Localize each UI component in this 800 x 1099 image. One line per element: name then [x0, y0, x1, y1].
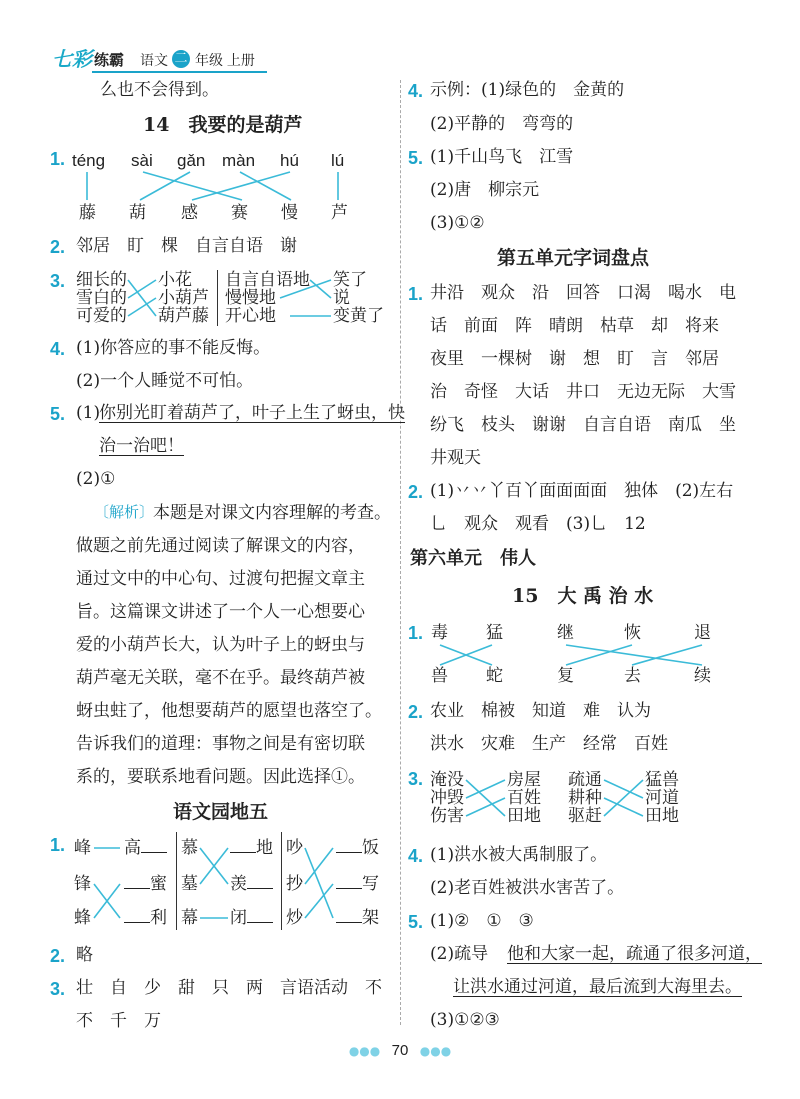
l3-col-c: 驱赶: [568, 806, 602, 826]
u1-line: 治 奇怪 大话 井口 无边无际 大雪: [430, 382, 736, 402]
q3-right-b: 说: [333, 288, 350, 308]
q3-right-a: 自言自语地: [225, 270, 310, 290]
l1-top: 继: [557, 623, 574, 643]
match-line: [143, 172, 242, 200]
g1-c1-left: 蜂: [74, 908, 91, 928]
g1-c3-left: 炒: [286, 908, 303, 928]
brand-name: 练霸: [94, 52, 125, 69]
q3-left-a: 细长的: [76, 270, 127, 290]
q3-number: 3.: [50, 271, 66, 291]
u2-answer-b: 乚 观众 观看 (3)乚 12: [430, 514, 646, 534]
analysis-line: 做题之前先通过阅读了解课文的内容，: [76, 536, 365, 556]
q3-right-a: 开心地: [225, 306, 276, 326]
match-line: [305, 884, 333, 918]
u2-number: 2.: [408, 482, 424, 502]
grade-label: 年级 上册: [195, 52, 255, 68]
match-line: [192, 172, 290, 200]
hanzi-item: 赛: [231, 203, 248, 223]
r-q5-answer-3: (3)①②: [430, 213, 485, 233]
match-line: [305, 848, 333, 884]
g1-c3-left: 吵: [286, 838, 303, 858]
g1-c1-right-text: 利: [150, 908, 167, 928]
prev-answer-line: 么也不会得到。: [100, 80, 219, 100]
q5-answer-1a: 你别光盯着葫芦了，叶子上生了蚜虫，快: [99, 403, 405, 423]
l4-number: 4.: [408, 846, 424, 866]
l1-bot: 蛇: [486, 666, 503, 686]
match-line: [128, 280, 156, 298]
l2-answer-a: 农业 棉被 知道 难 认为: [430, 701, 651, 721]
q3-right-b: 笑了: [333, 270, 367, 290]
l3-col-d: 田地: [645, 806, 679, 826]
l3-col-b: 房屋: [507, 770, 541, 790]
l1-top: 猛: [486, 623, 503, 643]
g1-c3-right-text: 写: [362, 874, 379, 894]
g1-c2-left: 慕: [181, 838, 198, 858]
u1-number: 1.: [408, 284, 424, 304]
u1-line: 井沿 观众 沿 回答 口渴 喝水 电: [430, 283, 736, 303]
q3-left-b: 葫芦藤: [158, 306, 209, 326]
l3-col-d: 猛兽: [645, 770, 679, 790]
r-q5-answer-1: (1)千山鸟飞 江雪: [430, 147, 574, 167]
subject-label: 语文: [140, 52, 168, 68]
g1-c1-left: 锋: [74, 874, 91, 894]
footer-dots-left: ●●●: [348, 1044, 381, 1058]
g1-number: 1.: [50, 835, 66, 855]
l1-bot: 复: [557, 666, 574, 686]
l3-col-a: 冲毁: [430, 788, 464, 808]
brand-logo: 七彩: [52, 49, 92, 71]
pinyin-item: sài: [131, 151, 153, 170]
g1-c3-right-text: 饭: [362, 838, 379, 858]
l1-bot: 兽: [431, 666, 448, 686]
hanzi-item: 葫: [129, 203, 146, 223]
l5-answer-2b: 他和大家一起，疏通了很多河道，: [507, 944, 762, 964]
match-line: [632, 645, 702, 665]
hanzi-item: 感: [181, 203, 198, 223]
q3-left-a: 雪白的: [76, 288, 127, 308]
q5-sub-1: (1): [76, 403, 101, 423]
l5-answer-3: (3)①②③: [430, 1010, 500, 1030]
l5-answer-1: (1)② ① ③: [430, 911, 534, 931]
l1-bot: 去: [624, 666, 641, 686]
l4-answer-2: (2)老百姓被洪水害苦了。: [430, 878, 625, 898]
q5-answer-2: (2)①: [76, 469, 116, 489]
g1-c2-right-text: 地: [256, 838, 273, 858]
q3-right-a: 慢慢地: [225, 288, 276, 308]
hanzi-item: 藤: [79, 203, 96, 223]
q4-answer-2: (2)一个人睡觉不可怕。: [76, 371, 254, 391]
lesson15-title: 15 大 禹 治 水: [512, 585, 654, 607]
q2-answer: 邻居 盯 棵 自言自语 谢: [76, 236, 297, 256]
r-q5-answer-2: (2)唐 柳宗元: [430, 180, 540, 200]
l3-number: 3.: [408, 769, 424, 789]
q2-number: 2.: [50, 237, 66, 257]
r-q4-answer-2: (2)平静的 弯弯的: [430, 114, 574, 134]
u1-line: 纷飞 枝头 谢谢 自言自语 南瓜 坐: [430, 415, 736, 435]
analysis-line: 爱的小葫芦长大，认为叶子上的蚜虫与: [76, 635, 365, 655]
r-q4-answer-1: 示例：(1)绿色的 金黄的: [430, 80, 625, 100]
l3-col-c: 耕种: [568, 788, 602, 808]
u1-line: 井观天: [430, 448, 481, 468]
pinyin-item: hú: [280, 151, 299, 170]
l2-answer-b: 洪水 灾难 生产 经常 百姓: [430, 734, 668, 754]
u2-answer-a: (1)丷丷丫百丫面面面面 独体 (2)左右: [430, 481, 734, 501]
pinyin-item: téng: [72, 151, 106, 170]
footer-dots-right: ●●●: [419, 1044, 452, 1058]
garden5-title: 语文园地五: [173, 801, 269, 823]
l3-col-a: 伤害: [430, 806, 464, 826]
l2-number: 2.: [408, 702, 424, 722]
page-number: 70: [391, 1042, 409, 1059]
l1-bot: 续: [694, 666, 711, 686]
pinyin-item: màn: [222, 151, 256, 170]
q3-left-a: 可爱的: [76, 306, 127, 326]
g1-c1-right-text: 蜜: [150, 874, 167, 894]
match-line: [310, 280, 331, 298]
analysis-line: 通过文中的中心句、过渡句把握文章主: [76, 569, 365, 589]
pinyin-item: lú: [331, 151, 345, 170]
analysis-line: 葫芦毫无关联，毫不在乎。最终葫芦被: [76, 668, 365, 688]
match-line: [466, 798, 505, 816]
l5-answer-2c: 让洪水通过河道，最后流到大海里去。: [453, 977, 742, 997]
match-line: [604, 780, 643, 798]
q4-answer-1: (1)你答应的事不能反悔。: [76, 338, 271, 358]
analysis-line: 系的，要联系地看问题。因此选择①。: [76, 767, 365, 787]
analysis-line: 告诉我们的道理：事物之间是有密切联: [76, 734, 365, 754]
l1-number: 1.: [408, 623, 424, 643]
u1-line: 夜里 一棵树 谢 想 盯 言 邻居: [430, 349, 719, 369]
match-line: [566, 645, 632, 665]
l5-number: 5.: [408, 912, 424, 932]
q5-answer-1b: 治一治吧！: [99, 436, 184, 456]
match-line: [240, 172, 291, 200]
r-q5-number: 5.: [408, 148, 424, 168]
analysis-tag: 〔解析〕: [94, 503, 155, 521]
l3-col-d: 河道: [645, 788, 679, 808]
g1-c3-left: 抄: [286, 874, 303, 894]
match-line: [140, 172, 190, 200]
match-line: [280, 280, 331, 298]
match-line: [128, 280, 156, 316]
g1-c2-left: 幕: [181, 908, 198, 928]
pinyin-item: gǎn: [177, 151, 206, 170]
g3-answer-b: 不 千 万: [76, 1011, 161, 1031]
q3-left-b: 小葫芦: [158, 288, 209, 308]
match-line: [604, 798, 643, 816]
g1-c3-right-text: 架: [362, 908, 379, 928]
analysis-line: 本题是对课文内容理解的考查。: [153, 503, 391, 523]
g1-c2-left: 墓: [181, 874, 198, 894]
match-line: [305, 848, 333, 918]
l4-answer-1: (1)洪水被大禹制服了。: [430, 845, 608, 865]
lesson14-title: 14 我要的是葫芦: [143, 114, 303, 136]
g3-number: 3.: [50, 979, 66, 999]
grade-badge: 二: [172, 50, 190, 68]
l3-col-b: 田地: [507, 806, 541, 826]
analysis-line: 旨。这篇课文讲述了一个人一心想要心: [76, 602, 365, 622]
u1-line: 话 前面 阵 晴朗 枯草 却 将来: [430, 316, 719, 336]
hanzi-item: 芦: [331, 203, 348, 223]
match-line: [466, 780, 505, 798]
g1-c2-right-text: 羡: [230, 874, 247, 894]
match-line: [128, 298, 156, 316]
match-line: [604, 780, 643, 816]
match-line: [566, 645, 702, 665]
l3-col-b: 百姓: [507, 788, 541, 808]
l1-top: 毒: [431, 623, 448, 643]
q3-left-b: 小花: [158, 270, 192, 290]
q4-number: 4.: [50, 339, 66, 359]
hanzi-item: 慢: [281, 203, 298, 223]
r-q4-number: 4.: [408, 81, 424, 101]
l1-top: 恢: [624, 623, 641, 643]
q3-right-b: 变黄了: [333, 306, 384, 326]
page-footer: [340, 1040, 460, 1060]
match-line: [466, 780, 505, 816]
g2-number: 2.: [50, 946, 66, 966]
g1-c1-left: 峰: [74, 838, 91, 858]
unit6-heading: 第六单元 伟人: [410, 548, 536, 569]
g1-c1-right-text: 高: [124, 838, 141, 858]
g1-c2-right-text: 闭: [230, 908, 247, 928]
analysis-line: 蚜虫蛀了，他想要葫芦的愿望也落空了。: [76, 701, 382, 721]
l5-sub-2: (2)疏导: [430, 944, 489, 964]
g2-answer: 略: [76, 945, 93, 965]
l3-col-c: 疏通: [568, 770, 602, 790]
g3-answer-a: 壮 自 少 甜 只 两 言语活动 不: [76, 978, 382, 998]
l1-top: 退: [694, 623, 711, 643]
q5-number: 5.: [50, 404, 66, 424]
q1-number: 1.: [50, 149, 66, 169]
unit5-review-title: 第五单元字词盘点: [497, 247, 650, 269]
l3-col-a: 淹没: [430, 770, 464, 790]
